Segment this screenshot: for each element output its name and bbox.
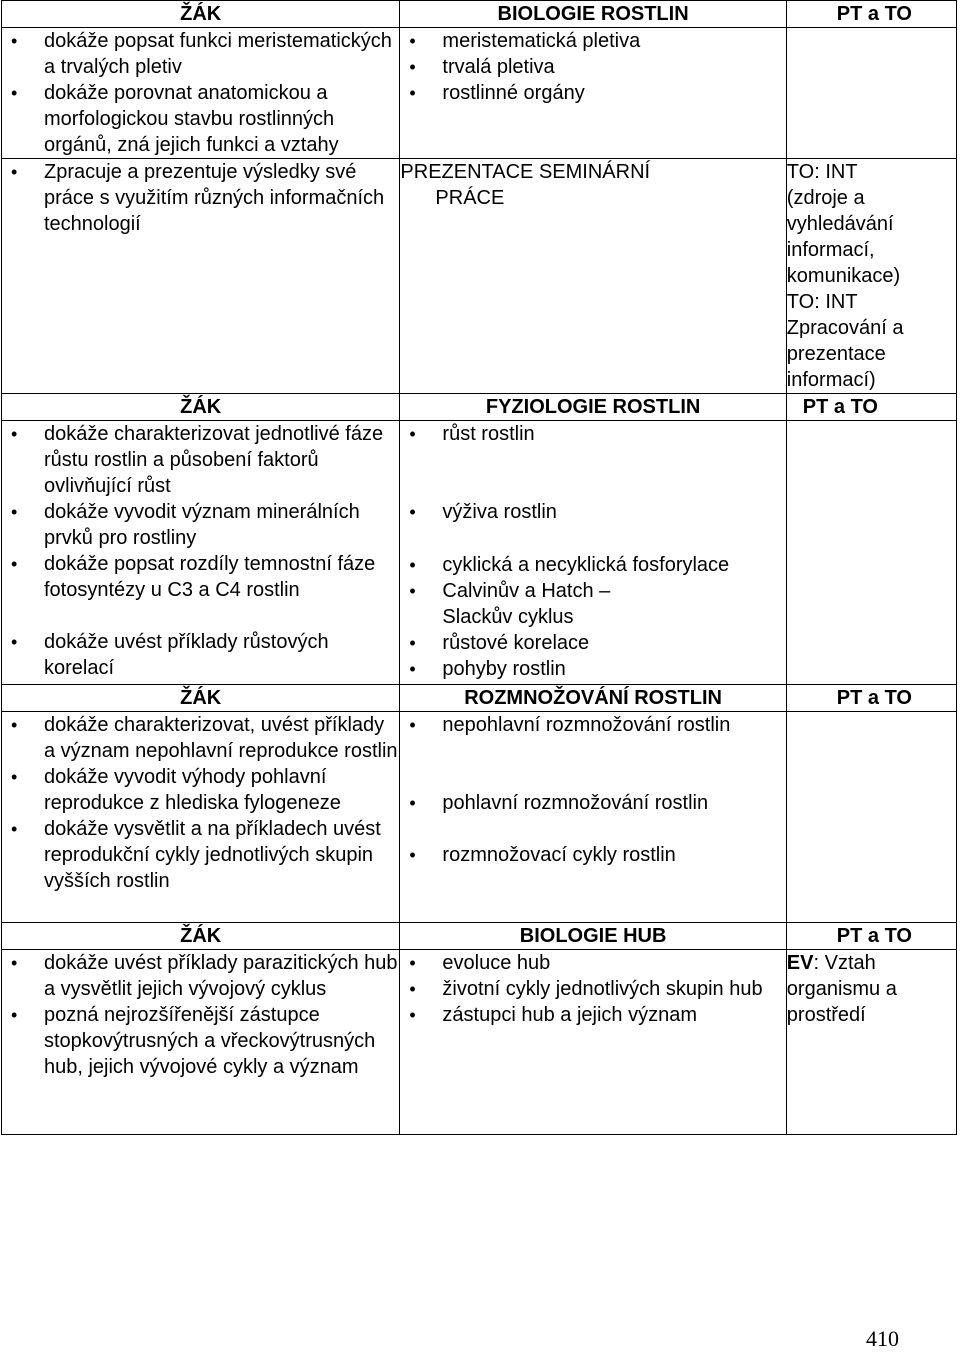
- page-number: 410: [866, 1326, 899, 1351]
- section-header-biologie-hub: [2, 923, 957, 950]
- theme-line: vyhledávání: [786, 213, 894, 235]
- theme-line: prezentace: [786, 343, 886, 365]
- outcome-item: • dokáže charakterizovat, uvést příklady a význam nepohlavní reprodukce rostlin: [2, 712, 399, 764]
- theme-line: komunikace): [786, 265, 901, 287]
- header-zak: ŽÁK: [2, 685, 400, 712]
- topic-item: • rozmnožovací cykly rostlin: [400, 842, 785, 868]
- topic-item: • výživa rostlin: [400, 499, 785, 525]
- ev-prefix: EV: [786, 952, 814, 974]
- section-header-fyziologie-rostlin: [2, 394, 957, 421]
- topic-item: • trvalá pletiva: [400, 54, 785, 80]
- topic-item: • životní cykly jednotlivých skupin hub: [400, 976, 785, 1002]
- content-row: [2, 950, 957, 1135]
- topics-cell: [400, 712, 786, 923]
- topic-item: • rostlinné orgány: [400, 80, 785, 106]
- outcome-item: • dokáže porovnat anatomickou a morfologickou stavbu rostlinných orgánů, zná jejich funkci a vztahy: [2, 80, 399, 158]
- curriculum-table: [1, 0, 957, 1135]
- content-row: [2, 712, 957, 923]
- topic-item: • pohlavní rozmnožování rostlin: [400, 790, 785, 816]
- header-pt-to: PT a TO: [786, 685, 956, 712]
- section-header-biologie-rostlin: [2, 1, 957, 28]
- outcome-item: • dokáže popsat funkci meristematických a trvalých pletiv: [2, 28, 399, 80]
- header-zak: ŽÁK: [2, 923, 400, 950]
- header-zak: ŽÁK: [2, 1, 400, 28]
- topic-item: • evoluce hub: [400, 950, 785, 976]
- outcome-item: • dokáže uvést příklady parazitických hub a vysvětlit jejich vývojový cyklus: [2, 950, 399, 1002]
- outcomes-cell: [2, 950, 400, 1135]
- outcomes-cell: [2, 159, 400, 394]
- presentation-label: PREZENTACE SEMINÁRNÍ: [400, 161, 651, 183]
- topics-cell: [400, 28, 786, 159]
- header-pt-to: PT a TO: [786, 394, 956, 421]
- themes-cell: [786, 712, 956, 923]
- header-zak: ŽÁK: [2, 394, 400, 421]
- presentation-label: PRÁCE: [435, 187, 505, 209]
- ev-theme: [787, 950, 956, 1028]
- topics-cell: [400, 421, 786, 685]
- section-header-rozmnozovani-rostlin: [2, 685, 957, 712]
- themes-cell: [786, 28, 956, 159]
- themes-cell: [786, 421, 956, 685]
- outcome-item: • dokáže uvést příklady růstových korelací: [2, 629, 399, 681]
- theme-line: TO: INT: [786, 161, 858, 183]
- themes-cell: [786, 950, 956, 1135]
- theme-line: informací,: [786, 239, 875, 261]
- topics-cell: [400, 950, 786, 1135]
- theme-line: informací): [786, 369, 876, 391]
- outcome-item: • dokáže vysvětlit a na příkladech uvést reprodukční cykly jednotlivých skupin vyšších rostlin: [2, 816, 399, 894]
- theme-line: TO: INT: [786, 291, 858, 313]
- content-row: [2, 28, 957, 159]
- theme-line: Zpracování a: [786, 317, 904, 339]
- outcome-item: • dokáže popsat rozdíly temnostní fáze fotosyntézy u C3 a C4 rostlin: [2, 551, 399, 603]
- topic-item: • růst rostlin: [400, 421, 785, 447]
- theme-line: (zdroje a: [786, 187, 865, 209]
- outcome-item: • dokáže vyvodit výhody pohlavní reprodukce z hlediska fylogeneze: [2, 764, 399, 816]
- outcome-item: • pozná nejrozšířenější zástupce stopkovýtrusných a vřeckovýtrusných hub, jejich vývojové cykly a význam: [2, 1002, 399, 1080]
- outcome-item: • Zpracuje a prezentuje výsledky své práce s využitím různých informačních technologií: [2, 159, 399, 237]
- outcome-item: • dokáže vyvodit význam minerálních prvků pro rostliny: [2, 499, 399, 551]
- header-subject: BIOLOGIE ROSTLIN: [400, 1, 786, 28]
- outcomes-cell: [2, 421, 400, 685]
- topic-item: • pohyby rostlin: [400, 656, 785, 682]
- outcomes-cell: [2, 712, 400, 923]
- outcome-item: • dokáže charakterizovat jednotlivé fáze růstu rostlin a působení faktorů ovlivňující růst: [2, 421, 399, 499]
- themes-cell: [786, 159, 956, 394]
- topic-item: • cyklická a necyklická fosforylace: [400, 552, 785, 578]
- header-pt-to: PT a TO: [786, 923, 956, 950]
- header-subject: FYZIOLOGIE ROSTLIN: [400, 394, 786, 421]
- topic-item: • nepohlavní rozmnožování rostlin: [400, 712, 785, 738]
- outcomes-cell: [2, 28, 400, 159]
- header-subject: BIOLOGIE HUB: [400, 923, 786, 950]
- topic-item: • meristematická pletiva: [400, 28, 785, 54]
- header-subject: ROZMNOŽOVÁNÍ ROSTLIN: [400, 685, 786, 712]
- header-pt-to: PT a TO: [786, 1, 956, 28]
- topic-item: • zástupci hub a jejich význam: [400, 1002, 785, 1028]
- content-row: [2, 421, 957, 685]
- topics-cell: [400, 159, 786, 394]
- ev-text: : Vztah organismu a prostředí: [786, 952, 897, 1026]
- content-row: [2, 159, 957, 394]
- topic-item: • růstové korelace: [400, 630, 785, 656]
- topic-item: • Calvinův a Hatch – Slackův cyklus: [400, 578, 785, 630]
